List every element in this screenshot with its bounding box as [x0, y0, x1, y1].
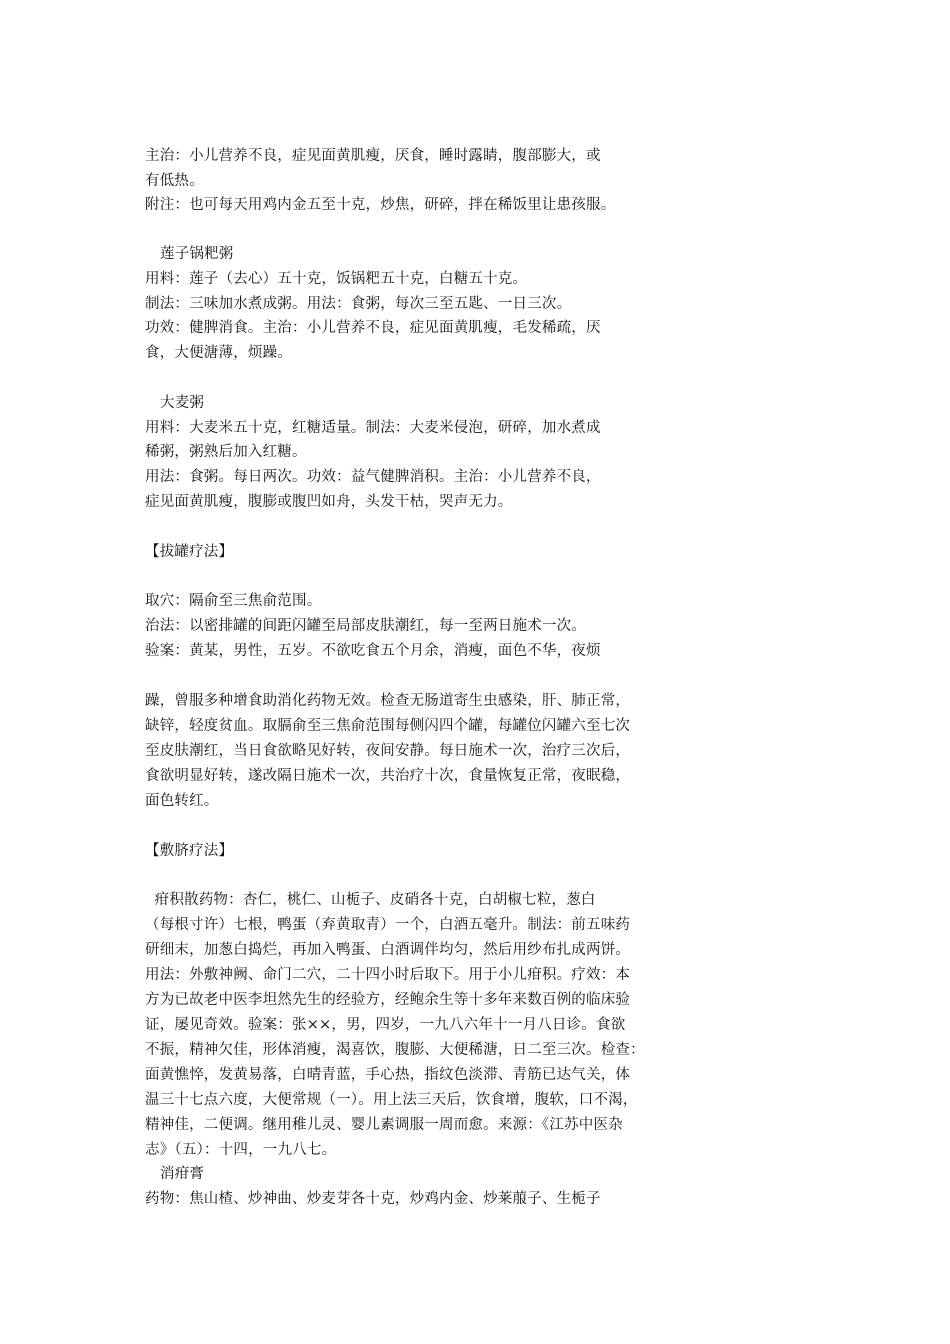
text-line: 取穴：隔俞至三焦俞范围。: [145, 593, 322, 609]
text-line: 面黄憔悴，发黄易落，白晴青蓝，手心热，指纹色淡滞、青筋已达气关，体: [145, 1067, 631, 1083]
text-line: 至皮肤潮红，当日食欲略见好转，夜间安静。每日施术一次，治疗三次后，: [145, 743, 631, 759]
text-line: 躁，曾服多种增食助消化药物无效。检查无肠道寄生虫感染，肝、肺正常，: [145, 693, 631, 709]
text-line: 功效：健脾消食。主治：小儿营养不良，症见面黄肌瘦，毛发稀疏，厌: [145, 320, 601, 336]
text-line: 不振，精神欠佳，形体消瘦，渴喜饮，腹膨、大便稀溏，日二至三次。检查：: [145, 1042, 645, 1058]
text-line: 缺锌，轻度贫血。取膈俞至三焦俞范围每侧闪四个罐，每罐位闪罐六至七次: [145, 718, 631, 734]
recipe-title: 莲子锅粑粥: [160, 246, 234, 262]
text-line: 食，大便溏薄，烦躁。: [145, 345, 292, 361]
text-line: 方为已故老中医李坦然先生的经验方，经鲍余生等十多年来数百例的临床验: [145, 992, 631, 1008]
recipe-title: 消疳膏: [160, 1166, 205, 1182]
text-line: 治法：以密排罐的间距闪罐至局部皮肤潮红，每一至两日施术一次。: [145, 618, 586, 634]
text-line: 温三十七点六度，大便常规（一）。用上法三天后，饮食增，腹软，口不渴，: [145, 1092, 638, 1108]
text-line: 用料：莲子（去心）五十克，饭锅粑五十克，白糖五十克。: [145, 271, 528, 287]
text-line: 制法：三味加水煮成粥。用法：食粥，每次三至五匙、一日三次。: [145, 296, 572, 312]
text-line: 用法：食粥。每日两次。功效：益气健脾消积。主治：小儿营养不良，: [145, 469, 601, 485]
text-line: 稀粥，粥熟后加入红糖。: [145, 444, 307, 460]
text-line: （每根寸许）七根，鸭蛋（弃黄取青）一个，白酒五毫升。制法：前五味药: [145, 917, 631, 933]
text-line: 症见面黄肌瘦，腹膨或腹凹如舟，头发干枯，哭声无力。: [145, 494, 513, 510]
text-line: 面色转红。: [145, 793, 219, 809]
text-line: 用法：外敷神阙、命门二穴，二十四小时后取下。用于小儿疳积。疗效：本: [145, 967, 631, 983]
text-line: 疳积散药物：杏仁，桃仁、山栀子、皮硝各十克，白胡椒七粒，葱白: [145, 892, 596, 908]
text-line: 有低热。: [145, 173, 204, 189]
text-line: 验案：黄某，男性，五岁。不欲吃食五个月余，消瘦，面色不华，夜烦: [145, 643, 601, 659]
text-line: 用料：大麦米五十克，红糖适量。制法：大麦米侵泡，研碎，加水煮成: [145, 420, 601, 436]
text-line: 证，屡见奇效。验案：张××，男，四岁，一九八六年十一月八日诊。食欲: [145, 1017, 626, 1033]
section-heading: 【拔罐疗法】: [145, 544, 234, 560]
text-line: 附注：也可每天用鸡内金五至十克，炒焦，研碎，拌在稀饭里让患孩服。: [145, 197, 616, 213]
recipe-title: 大麦粥: [160, 395, 205, 411]
text-line: 主治：小儿营养不良，症见面黄肌瘦，厌食，睡时露睛，腹部膨大，或: [145, 148, 601, 164]
text-line: 食欲明显好转，遂改隔日施术一次，共治疗十次，食量恢复正常，夜眠稳，: [145, 768, 631, 784]
section-heading: 【敷脐疗法】: [145, 843, 234, 859]
text-line: 精神佳，二便调。继用稚儿灵、婴儿素调服一周而愈。来源：《江苏中医杂: [145, 1117, 623, 1133]
text-line: 药物：焦山楂、炒神曲、炒麦芽各十克，炒鸡内金、炒莱菔子、生栀子: [145, 1191, 601, 1207]
text-line: 志》（五）：十四，一九八七。: [145, 1142, 337, 1158]
text-line: 研细末，加葱白捣烂，再加入鸭蛋、白酒调伴均匀，然后用纱布扎成两饼。: [145, 942, 631, 958]
